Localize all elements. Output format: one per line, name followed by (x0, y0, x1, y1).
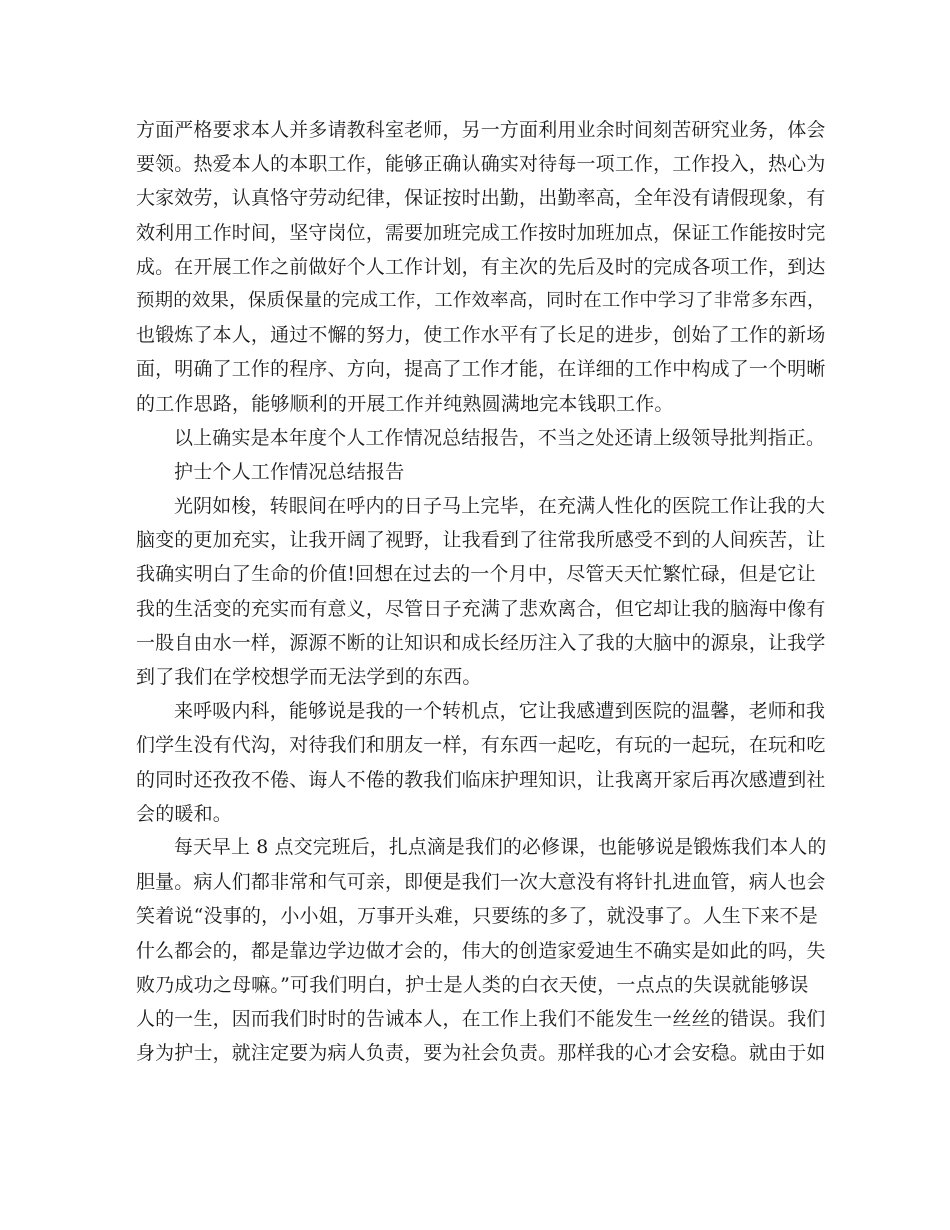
text-line: 来呼吸内科，能够说是我的一个转机点，它让我感遭到医院的温馨，老师和我 (174, 700, 826, 723)
text-line: 面，明确了工作的程序、方向，提高了工作才能，在详细的工作中构成了一个明晰 (136, 358, 826, 381)
text-line: 大家效劳，认真恪守劳动纪律，保证按时出勤，出勤率高，全年没有请假现象，有 (136, 187, 826, 210)
text-line: 胆量。病人们都非常和气可亲，即便是我们一次大意没有将针扎进血管，病人也会 (136, 871, 826, 894)
text-line: 人的一生，因而我们时时的告诫本人，在工作上我们不能发生一丝丝的错误。我们 (136, 1007, 826, 1030)
document-body (136, 113, 826, 1070)
text-line: 会的暖和。 (136, 802, 233, 825)
text-line: 一股自由水一样，源源不断的让知识和成长经历注入了我的大脑中的源泉，让我学 (136, 631, 826, 654)
text-line: 方面严格要求本人并多请教科室老师，另一方面利用业余时间刻苦研究业务，体会 (136, 119, 826, 141)
text-line: 每天早上 8 点交完班后，扎点滴是我们的必修课，也能够说是锻炼我们本人的 (174, 836, 827, 858)
text-line: 也锻炼了本人，通过不懈的努力，使工作水平有了长足的进步，创始了工作的新场 (136, 324, 826, 347)
text-line: 预期的效果，保质保量的完成工作，工作效率高，同时在工作中学习了非常多东西， (136, 289, 826, 311)
text-line: 们学生没有代沟，对待我们和朋友一样，有东西一起吃，有玩的一起玩，在玩和吃 (136, 734, 826, 757)
text-line: 败乃成功之母嘛。”可我们明白，护士是人类的白衣天使，一点点的失误就能够误 (136, 973, 809, 996)
text-line: 以上确实是本年度个人工作情况总结报告，不当之处还请上级领导批判指正。 (174, 426, 826, 449)
text-line: 脑变的更加充实，让我开阔了视野，让我看到了往常我所感受不到的人间疾苦，让 (136, 529, 826, 552)
text-line: 身为护士，就注定要为病人负责，要为社会负责。那样我的心才会安稳。就由于如 (136, 1042, 826, 1065)
text-line: 护士个人工作情况总结报告 (174, 460, 405, 483)
text-line: 我的生活变的充实而有意义，尽管日子充满了悲欢离合，但它却让我的脑海中像有 (136, 597, 826, 620)
text-line: 我确实明白了生命的价值!回想在过去的一个月中，尽管天天忙繁忙碌，但是它让 (136, 563, 816, 586)
text-line: 的工作思路，能够顺利的开展工作并纯熟圆满地完本钱职工作。 (136, 392, 674, 415)
text-line: 效利用工作时间，坚守岗位，需要加班完成工作按时加班加点，保证工作能按时完 (136, 221, 826, 244)
text-line: 成。在开展工作之前做好个人工作计划，有主次的先后及时的完成各项工作，到达 (136, 255, 826, 278)
text-line: 光阴如梭，转眼间在呼内的日子马上完毕，在充满人性化的医院工作让我的大 (174, 495, 826, 518)
text-line: 什么都会的，都是靠边学边做才会的，伟大的创造家爱迪生不确实是如此的吗，失 (136, 939, 826, 962)
text-line: 的同时还孜孜不倦、诲人不倦的教我们临床护理知识，让我离开家后再次感遭到社 (136, 768, 826, 791)
text-line: 要领。热爱本人的本职工作，能够正确认确实对待每一项工作，工作投入，热心为 (136, 153, 826, 176)
text-line: 到了我们在学校想学而无法学到的东西。 (136, 666, 482, 688)
text-line: 笑着说“没事的，小小姐，万事开头难，只要练的多了，就没事了。人生下来不是 (136, 905, 818, 928)
